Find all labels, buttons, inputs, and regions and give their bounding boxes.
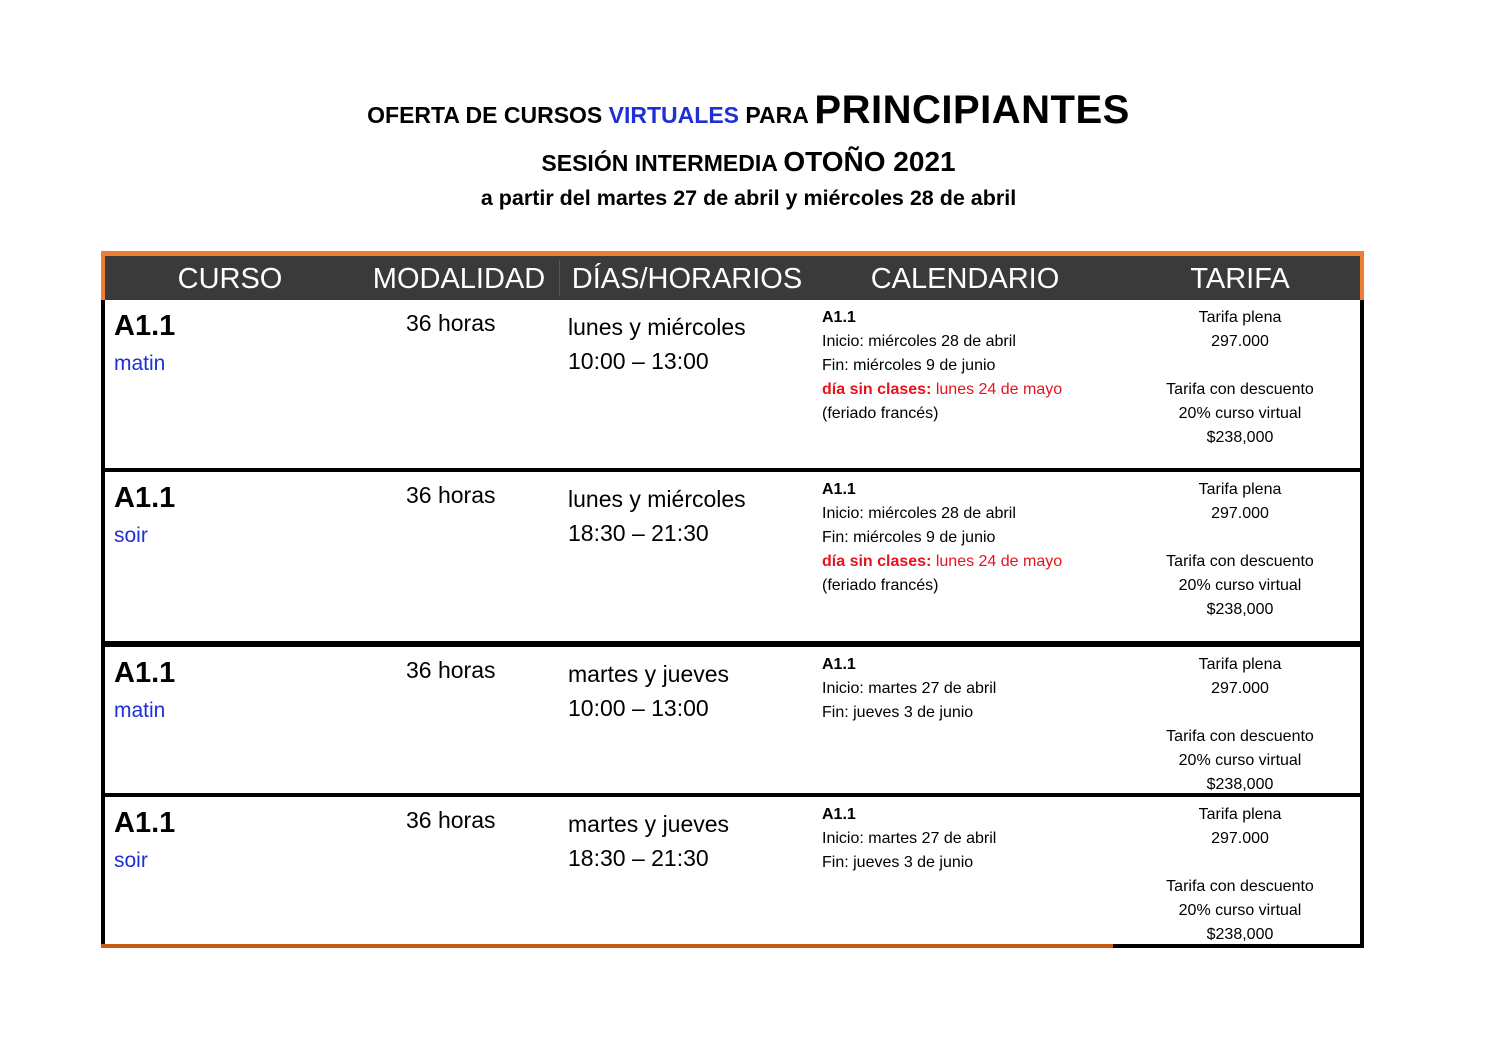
calendar-start: Inicio: martes 27 de abril [822,680,997,697]
start-dates: a partir del martes 27 de abril y miércoles 28 de abril [480,186,1017,210]
course-hours: 36 horas [406,807,496,833]
calendar-end: Fin: jueves 3 de junio [822,704,974,721]
fee-discount-desc: 20% curso virtual [1178,577,1302,594]
no-class-label: día sin clases: [822,381,932,398]
course-shift: matin [114,352,166,375]
course-time: 10:00 – 13:00 [568,348,709,374]
fee-discount-value: $238,000 [1206,429,1274,446]
course-days: martes y jueves [568,811,730,837]
calendar-code: A1.1 [822,481,856,498]
calendar-note: (feriado francés) [822,577,939,594]
fee-full-value: 297.000 [1211,680,1269,697]
table-header [101,256,1364,300]
table-bottom-border-black [1113,944,1364,948]
course-fee [1115,306,1365,450]
course-schedule [568,807,729,875]
column-header-tarifa: TARIFA [1190,263,1290,295]
no-class-date: lunes 24 de mayo [931,381,1063,398]
session-subtitle [0,146,1497,178]
course-shift: soir [114,849,148,872]
column-header-dias-horarios: DÍAS/HORARIOS [571,263,803,295]
course-code: A1.1 [114,310,176,342]
course-calendar [822,653,996,725]
fee-full-value: 297.000 [1211,830,1269,847]
course-time: 10:00 – 13:00 [568,695,709,721]
fee-discount-desc: 20% curso virtual [1178,752,1302,769]
calendar-no-class [822,378,1062,402]
title-level: PRINCIPIANTES [814,88,1130,132]
title-para: PARA [739,102,815,128]
course-time: 18:30 – 21:30 [568,845,709,871]
course-hours: 36 horas [406,310,496,336]
fee-discount-value: $238,000 [1206,926,1274,943]
course-code: A1.1 [114,807,176,839]
calendar-end: Fin: miércoles 9 de junio [822,529,996,546]
calendar-end: Fin: jueves 3 de junio [822,854,974,871]
fee-full-label: Tarifa plena [1198,656,1282,673]
course-code: A1.1 [114,482,176,514]
fee-discount-label: Tarifa con descuento [1166,381,1314,398]
calendar-start: Inicio: miércoles 28 de abril [822,333,1016,350]
fee-full-label: Tarifa plena [1198,806,1282,823]
course-days: martes y jueves [568,661,730,687]
course-hours: 36 horas [406,482,496,508]
course-schedule [568,657,729,725]
table-row [101,645,1364,793]
table-row [101,472,1364,645]
title-virtual: VIRTUALES [608,102,740,128]
column-header-calendario: CALENDARIO [870,263,1060,295]
fee-full-label: Tarifa plena [1198,309,1282,326]
fee-discount-label: Tarifa con descuento [1166,728,1314,745]
fee-discount-label: Tarifa con descuento [1166,553,1314,570]
calendar-note: (feriado francés) [822,405,939,422]
fee-discount-value: $238,000 [1206,776,1274,793]
course-schedule [568,310,746,378]
fee-full-value: 297.000 [1211,333,1269,350]
no-class-date: lunes 24 de mayo [931,553,1063,570]
table-row [101,300,1364,472]
calendar-end: Fin: miércoles 9 de junio [822,357,996,374]
course-time: 18:30 – 21:30 [568,520,709,546]
calendar-code: A1.1 [822,656,856,673]
course-hours: 36 horas [406,657,496,683]
course-fee [1115,803,1365,947]
calendar-code: A1.1 [822,806,856,823]
fee-full-value: 297.000 [1211,505,1269,522]
fee-full-label: Tarifa plena [1198,481,1282,498]
session-prefix: SESIÓN INTERMEDIA [541,150,784,176]
fee-discount-desc: 20% curso virtual [1178,405,1302,422]
fee-discount-desc: 20% curso virtual [1178,902,1302,919]
course-calendar [822,803,996,875]
title-prefix: OFERTA DE CURSOS [367,102,609,128]
course-shift: matin [114,699,166,722]
calendar-code: A1.1 [822,309,856,326]
calendar-start: Inicio: miércoles 28 de abril [822,505,1016,522]
column-header-curso: CURSO [177,263,283,295]
course-calendar [822,478,1062,598]
course-schedule [568,482,746,550]
calendar-no-class [822,550,1062,574]
fee-discount-label: Tarifa con descuento [1166,878,1314,895]
course-code: A1.1 [114,657,176,689]
table-bottom-border-orange [101,944,1113,948]
course-fee [1115,653,1365,797]
fee-discount-value: $238,000 [1206,601,1274,618]
page-title [0,88,1497,133]
course-fee [1115,478,1365,622]
course-calendar [822,306,1062,426]
course-days: lunes y miércoles [568,486,746,512]
no-class-label: día sin clases: [822,553,932,570]
column-header-modalidad: MODALIDAD [372,263,546,295]
course-shift: soir [114,524,148,547]
course-days: lunes y miércoles [568,314,746,340]
table-row [101,793,1364,947]
session-season: OTOÑO 2021 [783,146,956,177]
calendar-start: Inicio: martes 27 de abril [822,830,997,847]
header-divider [559,260,560,296]
course-table [101,251,1364,947]
